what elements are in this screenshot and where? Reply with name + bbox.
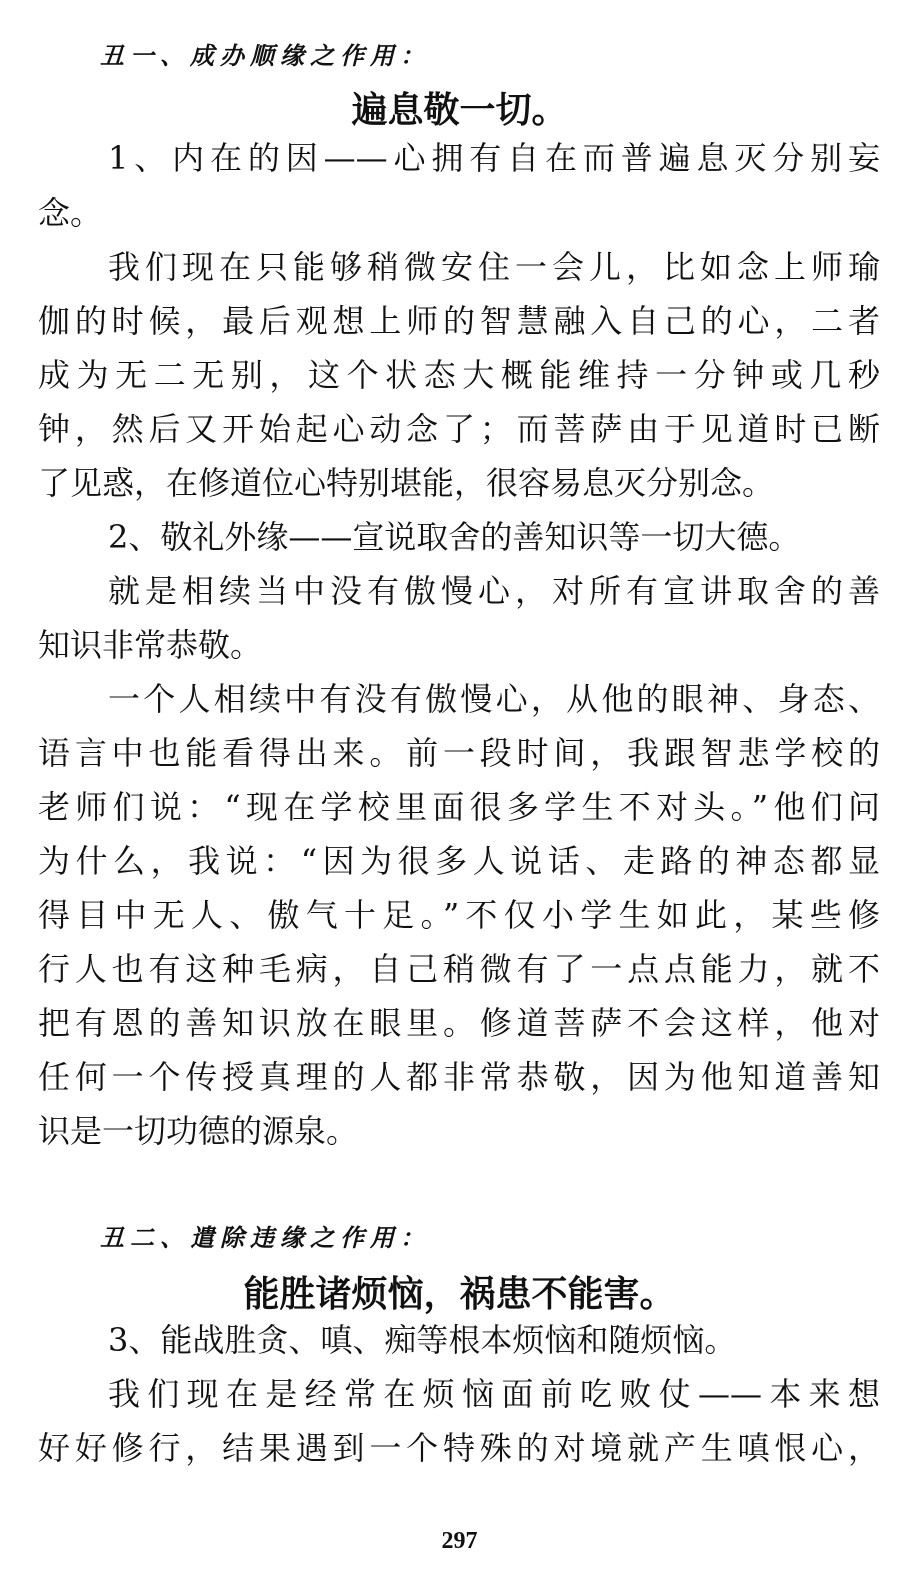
verse-1: 遍息敬一切。 <box>351 90 568 131</box>
text-line: 3、能战胜贪、嗔、痴等根本烦恼和随烦恼。 <box>108 1321 737 1359</box>
text-line: 伽的时候，最后观想上师的智慧融入自己的心，二者 <box>38 302 880 340</box>
text-line: 1、内在的因——心拥有自在而普遍息灭分别妄 <box>108 139 880 177</box>
page-number: 297 <box>441 1528 478 1554</box>
text-line: 知识非常恭敬。 <box>38 626 263 664</box>
text-line: 老师们说：“现在学校里面很多学生不对头。”他们问 <box>38 788 880 826</box>
text-line: 识是一切功德的源泉。 <box>38 1112 359 1150</box>
text-line: 钟，然后又开始起心动念了；而菩萨由于见道时已断 <box>38 410 880 448</box>
text-line: 成为无二无别，这个状态大概能维持一分钟或几秒 <box>38 356 880 394</box>
text-line: 语言中也能看得出来。前一段时间，我跟智悲学校的 <box>38 734 880 772</box>
verse-2: 能胜诸烦恼，祸患不能害。 <box>243 1274 676 1315</box>
text-line: 念。 <box>38 194 103 232</box>
text-line: 行人也有这种毛病，自己稍微有了一点点能力，就不 <box>38 950 880 988</box>
section-heading-1: 丑一、成办顺缘之作用： <box>100 42 430 70</box>
text-line: 把有恩的善知识放在眼里。修道菩萨不会这样，他对 <box>38 1004 880 1042</box>
text-line: 我们现在是经常在烦恼面前吃败仗——本来想 <box>108 1375 880 1413</box>
text-line: 了见惑，在修道位心特别堪能，很容易息灭分别念。 <box>38 464 775 502</box>
text-line: 我们现在只能够稍微安住一会儿，比如念上师瑜 <box>108 248 880 286</box>
text-line: 一个人相续中有没有傲慢心，从他的眼神、身态、 <box>108 680 880 718</box>
text-line: 好好修行，结果遇到一个特殊的对境就产生嗔恨心， <box>38 1429 880 1467</box>
section-heading-2: 丑二、遣除违缘之作用： <box>100 1224 430 1252</box>
text-line: 得目中无人、傲气十足。”不仅小学生如此，某些修 <box>38 896 880 934</box>
text-line: 为什么，我说：“因为很多人说话、走路的神态都显 <box>38 842 880 880</box>
text-line: 2、敬礼外缘——宣说取舍的善知识等一切大德。 <box>108 518 801 556</box>
text-line: 任何一个传授真理的人都非常恭敬，因为他知道善知 <box>38 1058 880 1096</box>
text-line: 就是相续当中没有傲慢心，对所有宣讲取舍的善 <box>108 572 880 610</box>
